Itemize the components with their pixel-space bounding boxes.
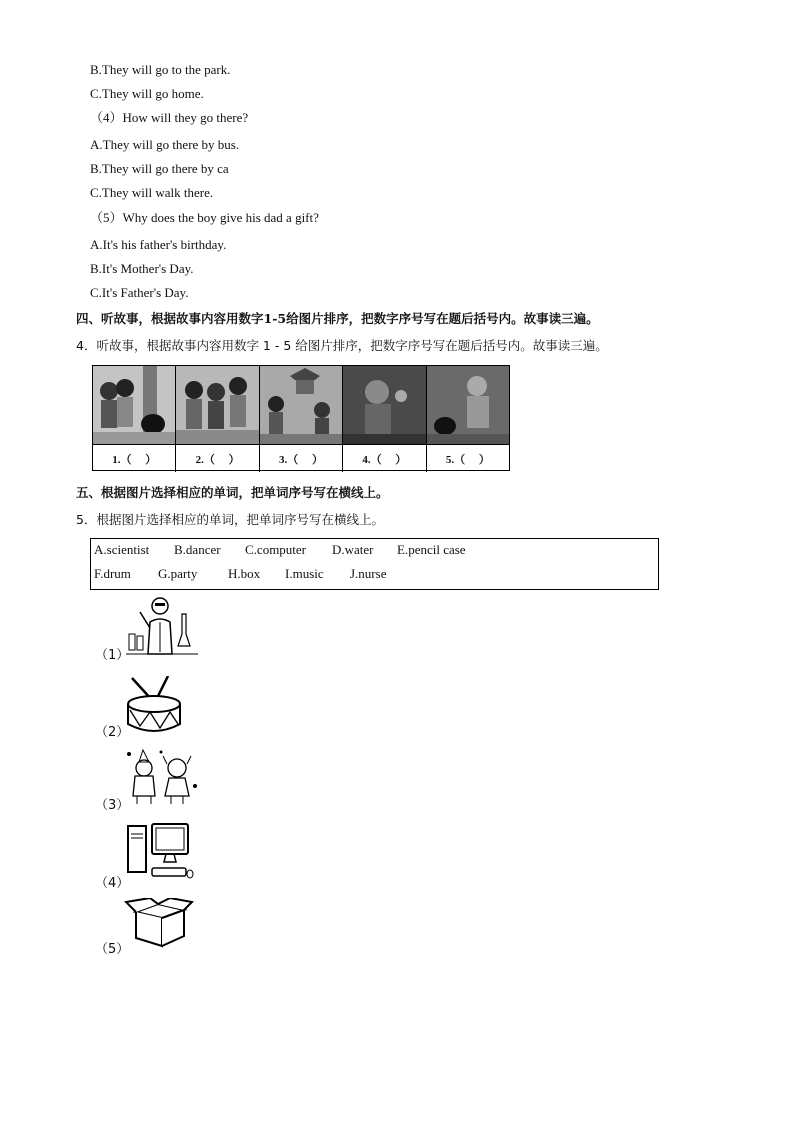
- q4-option-b: B.They will go there by ca: [90, 161, 229, 176]
- item-4-label: （4）: [95, 876, 130, 891]
- word-h: H.box: [228, 566, 261, 581]
- q4-question: （4）How will they go there?: [90, 110, 249, 125]
- section4-heading: 四、听故事，根据故事内容用数字1-5给图片排序，把数字序号写在题后括号内。故事读三遍。: [76, 311, 599, 326]
- q3-option-b: B.They will go to the park.: [90, 62, 231, 77]
- word-e: E.pencil case: [397, 542, 466, 557]
- story-picture-4: [343, 366, 426, 444]
- word-f: F.drum: [94, 566, 131, 581]
- scientist-icon: [126, 594, 198, 658]
- story-label-1[interactable]: 1.（ ）: [93, 445, 176, 472]
- q5-option-b: B.It's Mother's Day.: [90, 261, 194, 276]
- story-label-5[interactable]: 5.（ ）: [445, 453, 490, 466]
- word-i: I.music: [285, 566, 324, 581]
- story-label-2[interactable]: 2.（ ）: [176, 445, 259, 472]
- word-b: B.dancer: [174, 542, 221, 557]
- story-picture-1: [93, 366, 176, 444]
- item-3-label: （3）: [95, 798, 130, 813]
- section4-question: 4．听故事，根据故事内容用数字 1 - 5 给图片排序，把数字序号写在题后括号内。故事读三遍。: [76, 338, 608, 353]
- q5-option-c: C.It's Father's Day.: [90, 285, 189, 300]
- word-j: J.nurse: [350, 566, 387, 581]
- section5-question: 5．根据图片选择相应的单词，把单词序号写在横线上。: [76, 512, 384, 527]
- q3-option-c: C.They will go home.: [90, 86, 204, 101]
- item-1-label: （1）: [95, 648, 130, 663]
- section5-heading: 五、根据图片选择相应的单词，把单词序号写在横线上。: [76, 485, 389, 500]
- q5-option-a: A.It's his father's birthday.: [90, 237, 227, 252]
- word-c: C.computer: [245, 542, 307, 557]
- story-label-4[interactable]: 4.（ ）: [343, 445, 426, 472]
- word-d: D.water: [332, 542, 374, 557]
- q4-option-a: A.They will go there by bus.: [90, 137, 240, 152]
- item-2-label: （2）: [95, 725, 130, 740]
- story-label-3[interactable]: 3.（ ）: [260, 445, 343, 472]
- item-5-label: （5）: [95, 942, 130, 957]
- story-picture-5: [427, 366, 509, 444]
- word-bank: [90, 538, 659, 590]
- q4-option-c: C.They will walk there.: [90, 185, 214, 200]
- q5-question: （5）Why does the boy give his dad a gift?: [90, 210, 319, 225]
- word-g: G.party: [158, 566, 198, 581]
- computer-icon: [126, 822, 194, 884]
- story-picture-strip: [92, 365, 510, 471]
- party-icon: [125, 746, 199, 806]
- story-picture-3: [260, 366, 343, 444]
- story-picture-2: [176, 366, 259, 444]
- word-a: A.scientist: [94, 542, 150, 557]
- box-icon: [124, 898, 194, 948]
- drum-icon: [126, 676, 184, 734]
